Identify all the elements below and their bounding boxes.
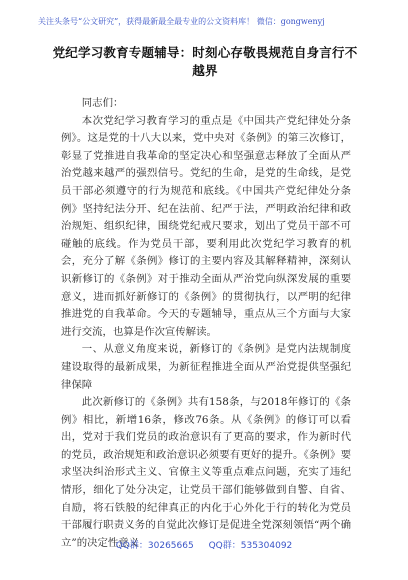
footer	[0, 540, 408, 552]
document-title: 党纪学习教育专题辅导：时刻心存敬畏规范自身言行不越界	[52, 45, 358, 78]
paragraph: 本次党纪学习教育学习的重点是《中国共产党纪律处分条例》。这是党的十八大以来，党中央对《条例》的第三次修订，彰显了党推进自我革命的坚定决心和坚强意志释放了全面从严治党越来越严的强烈信号。党纪的生命，是党的生命线，是党员干部必须遵守的行为规范和底线。《中国共产党纪律处分条例》坚持纪法分开、纪在法前、纪严于法，严明政治纪律和政治规矩、组织纪律，围绕党纪戒尺要求，划出了党员干部不可碰触的底线。作为党员干部，要利用此次党纪学习教育的机会，充分了解《条例》修订的主要内容及其解释精神，深刻认识新修订的《条例》对于推动全面从严治党向纵深发展的重要意义，进而抓好新修订的《条例》的贯彻执行，以严明的纪律推进党的自我革命。今天的专题辅导，重点从三个方面与大家进行交流，也算是作次宣传解读。	[61, 114, 351, 338]
header-banner: 关注头条号“公文研究”，获得最新最全最专业的公文资料库！ 微信：gongwenyj	[38, 17, 325, 26]
footer-qq-group-2: QQ群：535304092	[208, 541, 293, 551]
salutation: 同志们：	[81, 97, 124, 109]
document-body	[61, 95, 351, 552]
paragraph: 此次新修订的《条例》共有158条，与2018年修订的《条例》相比，新增16条，修改76条。从《条例》的修订可以看出，党对于我们党员的政治意识有了更高的要求，作为新时代的党员，政治规矩和政治意识必须要有更好的提升。《条例》要求坚决纠治形式主义、官僚主义等重点难点问题，充实了违纪情形，细化了处分决定，让党员干部们能够做到自警、自省、自励，将石铁般的纪律真正的内化于心外化于行的转化为党员干部履行职责义务的自觉此次修订是促进全党深刻领悟“两个确立”的决定性意义	[61, 396, 351, 549]
footer-qq-group-1: QQ群：30265665	[115, 541, 194, 551]
section-heading: 一、从意义角度来说，新修订的《条例》是党内法规制度建设取得的最新成果，为新征程推进全面从严治党提供坚强纪律保障	[61, 343, 351, 391]
